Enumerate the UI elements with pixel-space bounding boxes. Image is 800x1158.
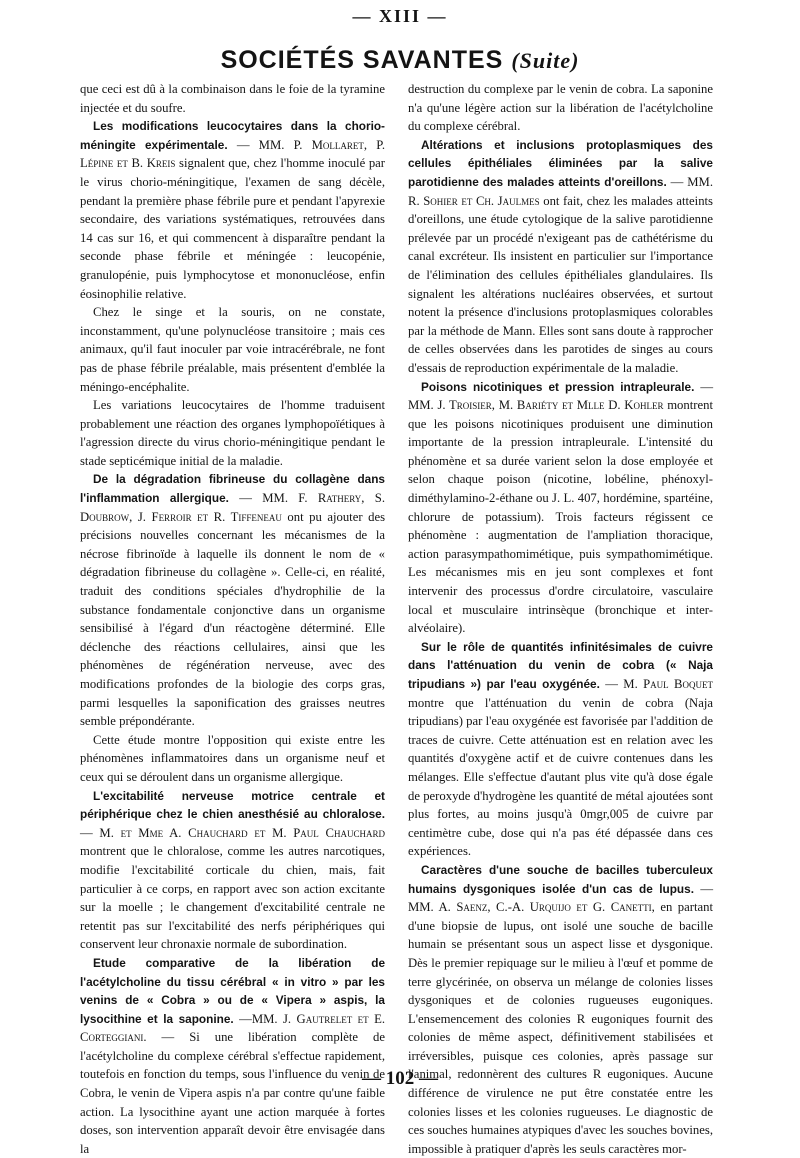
article-body: ont fait, chez les malades atteints d'oreillons, une étude cytologique de la salive parotidienne prélevée par un procédé n'exigeant pas de cathétérisme du canal excréteur. Ils insistent en particulier sur l'importance de l'élimination des cellules épithéliales glandulaires. Ils signalent les altérations nucléaires observées, et surtout notent la présence d'inclusions protoplasmiques colorables par la méthode de Mann. Elles sont sans doute à rapprocher de celles observées dans les parotides de singes au cours d'essais de reproduction expérimentale de la maladie. bbox=[408, 193, 713, 375]
paragraph: que ceci est dû à la combinaison dans le foie de la tyramine injectée et du soufre. bbox=[80, 82, 385, 115]
article-mollaret bbox=[80, 117, 385, 303]
article-heading: Sur le rôle de quantités infinitésimales de cuivre dans l'atténuation du venin de cobra (« Naja tripudians ») par l'eau oxygénée. bbox=[408, 639, 713, 691]
title-text: SOCIÉTÉS SAVANTES bbox=[220, 46, 504, 74]
page-roman-numeral: — XIII — bbox=[352, 6, 448, 26]
article-authors: — MM. J. Troisier, M. Bariéty et Mlle D. Kohler bbox=[408, 379, 714, 413]
article-troisier bbox=[408, 378, 713, 638]
paragraph: Les variations leucocytaires de l'homme traduisent probablement une réaction des organes lymphopoïétiques à l'agression directe du virus chorio-méningitique pendant le stade septicémique initial de la maladie. bbox=[80, 398, 385, 468]
article-heading: Les modifications leucocytaires dans la chorio-méningite expérimentale. bbox=[80, 119, 385, 152]
article-heading: Etude comparative de la libération de l'acétylcholine du tissu cérébral « in vitro » par les venins de « Cobra » ou de « Vipera » aspis, la lysocithine et la saponine. bbox=[80, 955, 385, 1026]
article-heading: L'excitabilité nerveuse motrice centrale et périphérique chez le chien anesthésié au chloralose. bbox=[80, 788, 385, 822]
paragraph: Chez le singe et la souris, on ne constate, inconstamment, qu'une polynucléose transitoire ; mais ces animaux, qu'il faut inoculer par voie intracérébrale, ne font pas de phase fébrile préalable, mais présentent d'emblée la méningo-encéphalite. bbox=[80, 305, 385, 394]
article-body: montrent que les poisons nicotiniques produisent une diminution importante de la pression intrapleurale. L'intensité du phénomène et sa durée varient selon la dose employée et selon chaque poison (nicotine, lobéline, phénoxyl-diméthylamino-2-éthane ou J. L. 407, hordémine, spartéine, chlorure de potassium). Trois facteurs régissent ce phénomène : augmentation de l'ampliation thoracique, action parasympathomimétique, puis sympathomimétique. Les mécanismes mis en jeu sont complexes et font intervenir des processus d'ordre circulatoire, vasculaire local et musculaire intrinsèque (bronchique et inter-alvéolaire). bbox=[408, 398, 713, 636]
article-body: en partant d'une biopsie de lupus, ont isolé une souche de bacille humain se présentant sous un aspect lisse et dysgonique. Dès le premier repiquage sur le milieu à l'œuf et pomme de terre glycérinée, on observa un mélange de colonies lisses dysgoniques et de colonies rugueuses eugoniques. L'ensemencement des colonies R eugoniques fournit des colonies de même aspect, définitivement stabilisées et irréversibles, puisque ces colonies, après passage sur l'animal, redonnèrent des cultures R eugoniques. Aucune différence de virulence ne put être constatée entre les colonies lisses et les colonies rugueuses. Le diagnostic de ces souches humaines atypiques d'avec les souches bovines, impossible à pratiquer d'après les seuls caractères mor- bbox=[408, 900, 714, 1156]
article-heading: De la dégradation fibrineuse du collagène dans l'inflammation allergique. bbox=[80, 472, 385, 506]
article-chauchard bbox=[80, 787, 385, 954]
article-body: montre que l'atténuation du venin de cobra (Naja tripudians) par l'eau oxygénée est favorisée par l'addition de traces de cuivre. Cette atténuation est en relation avec les quantités d'oxygène actif et de cuivre contenues dans les mélanges. Elle s'effectue d'autant plus vite qu'à dose égale de peroxyde d'hydrogène les quantité de métal ajoutées sont plus fortes, au moins jusqu'à 0mgr,005 de cuivre par centimètre cube, dose qui n'a pas été dépassée dans ces expériences. bbox=[408, 695, 713, 859]
left-column bbox=[80, 80, 385, 1158]
article-heading: Poisons nicotiniques et pression intrapleurale. bbox=[421, 379, 695, 394]
article-heading: Caractères d'une souche de bacilles tuberculeux humains dysgoniques isolée d'un cas de lupus. bbox=[408, 862, 713, 896]
article-authors: —MM. J. Gautrelet et E. Corteggiani. bbox=[80, 1011, 385, 1045]
article-sohier bbox=[408, 136, 713, 378]
article-authors: — M. et Mme A. Chauchard et M. Paul Chauchard bbox=[80, 825, 385, 840]
article-boquet bbox=[408, 638, 713, 861]
article-authors: — MM. F. Rathery, S. Doubrow, J. Ferroir et R. Tiffeneau bbox=[80, 491, 386, 524]
article-saenz bbox=[408, 861, 713, 1158]
title-suffix: (Suite) bbox=[511, 48, 580, 73]
article-body: ont pu ajouter des précisions nouvelles concernant les mécanismes de la nécrose fibrinoïde à laquelle ils donnent le nom de « dégradation fibrineuse du collagène ». Celle-ci, en réalité, traduit des conditions spéciales d'hydrophilie de la substance fondamentale conjonctive dans un organisme sensibilisé à l'égard d'un réactogène déterminé. Elle déclenche des réactions cellulaires, ainsi que les phénomènes de régénération nerveuse, avec des modifications profondes de la biologie des corps gras, parmi lesquelles la saponification des graisses neutres semble prépondérante. bbox=[80, 509, 386, 729]
article-body: signalent que, chez l'homme inoculé par le virus chorio-méningitique, l'examen de sang décèle, pendant la première phase fébrile pure et pendant l'apyrexie secondaire, des variations systématiques, retrouvées dans 14 cas sur 16, et qui commencent à disparaître pendant la seconde phase fébrile et méningée : leucopénie, granulopénie, puis lymphocytose et mononucléose, enfin éosinophilie relative. bbox=[80, 156, 386, 301]
article-authors: — MM. P. Mollaret, P. Lépine et B. Kreis bbox=[80, 137, 386, 171]
paragraph: destruction du complexe par le venin de cobra. La saponine n'a qu'une légère action sur la libération de l'acétylcholine du complexe cérébral. bbox=[408, 82, 713, 134]
article-body: — Si une libération complète de l'acétylcholine du complexe cérébral s'effectue rapidement, toutefois en fonction du temps, sous l'influence du venin de Cobra, le venin de Vipera aspis n'a par contre qu'une faible action. La lysocithine ayant une action marquée à fortes doses, son intervention apparaît devoir être envisagée dans la bbox=[80, 1030, 385, 1156]
page-title bbox=[0, 46, 800, 75]
page-number: — 102 — bbox=[362, 1068, 438, 1089]
article-gautrelet bbox=[80, 954, 385, 1158]
article-authors: — MM. A. Saenz, C.-A. Urquijo et G. Canetti, bbox=[408, 881, 714, 915]
paragraph: Cette étude montre l'opposition qui existe entre les phénomènes inflammatoires dans un organisme neuf et ceux qui se déroulent dans un organisme allergique. bbox=[80, 732, 385, 784]
article-authors: — M. Paul Boquet bbox=[605, 677, 714, 691]
right-column bbox=[408, 80, 713, 1158]
article-rathery bbox=[80, 470, 385, 730]
article-heading: Altérations et inclusions protoplasmiques des cellules épithéliales éliminées par la salive parotidienne des malades atteints d'oreillons. bbox=[408, 137, 713, 189]
article-body: montrent que le chloralose, comme les autres narcotiques, modifie l'excitabilité corticale du chien, mais, fait particulier à ce corps, en rapport avec son action excitante sur la moelle ; le changement d'excitabilité centrale ne retentit pas sur l'excitabilité des nerfs périphériques qui conservent leur chronaxie normale de subordination. bbox=[80, 844, 385, 952]
article-authors: — MM. R. Sohier et Ch. Jaulmes bbox=[408, 174, 713, 208]
